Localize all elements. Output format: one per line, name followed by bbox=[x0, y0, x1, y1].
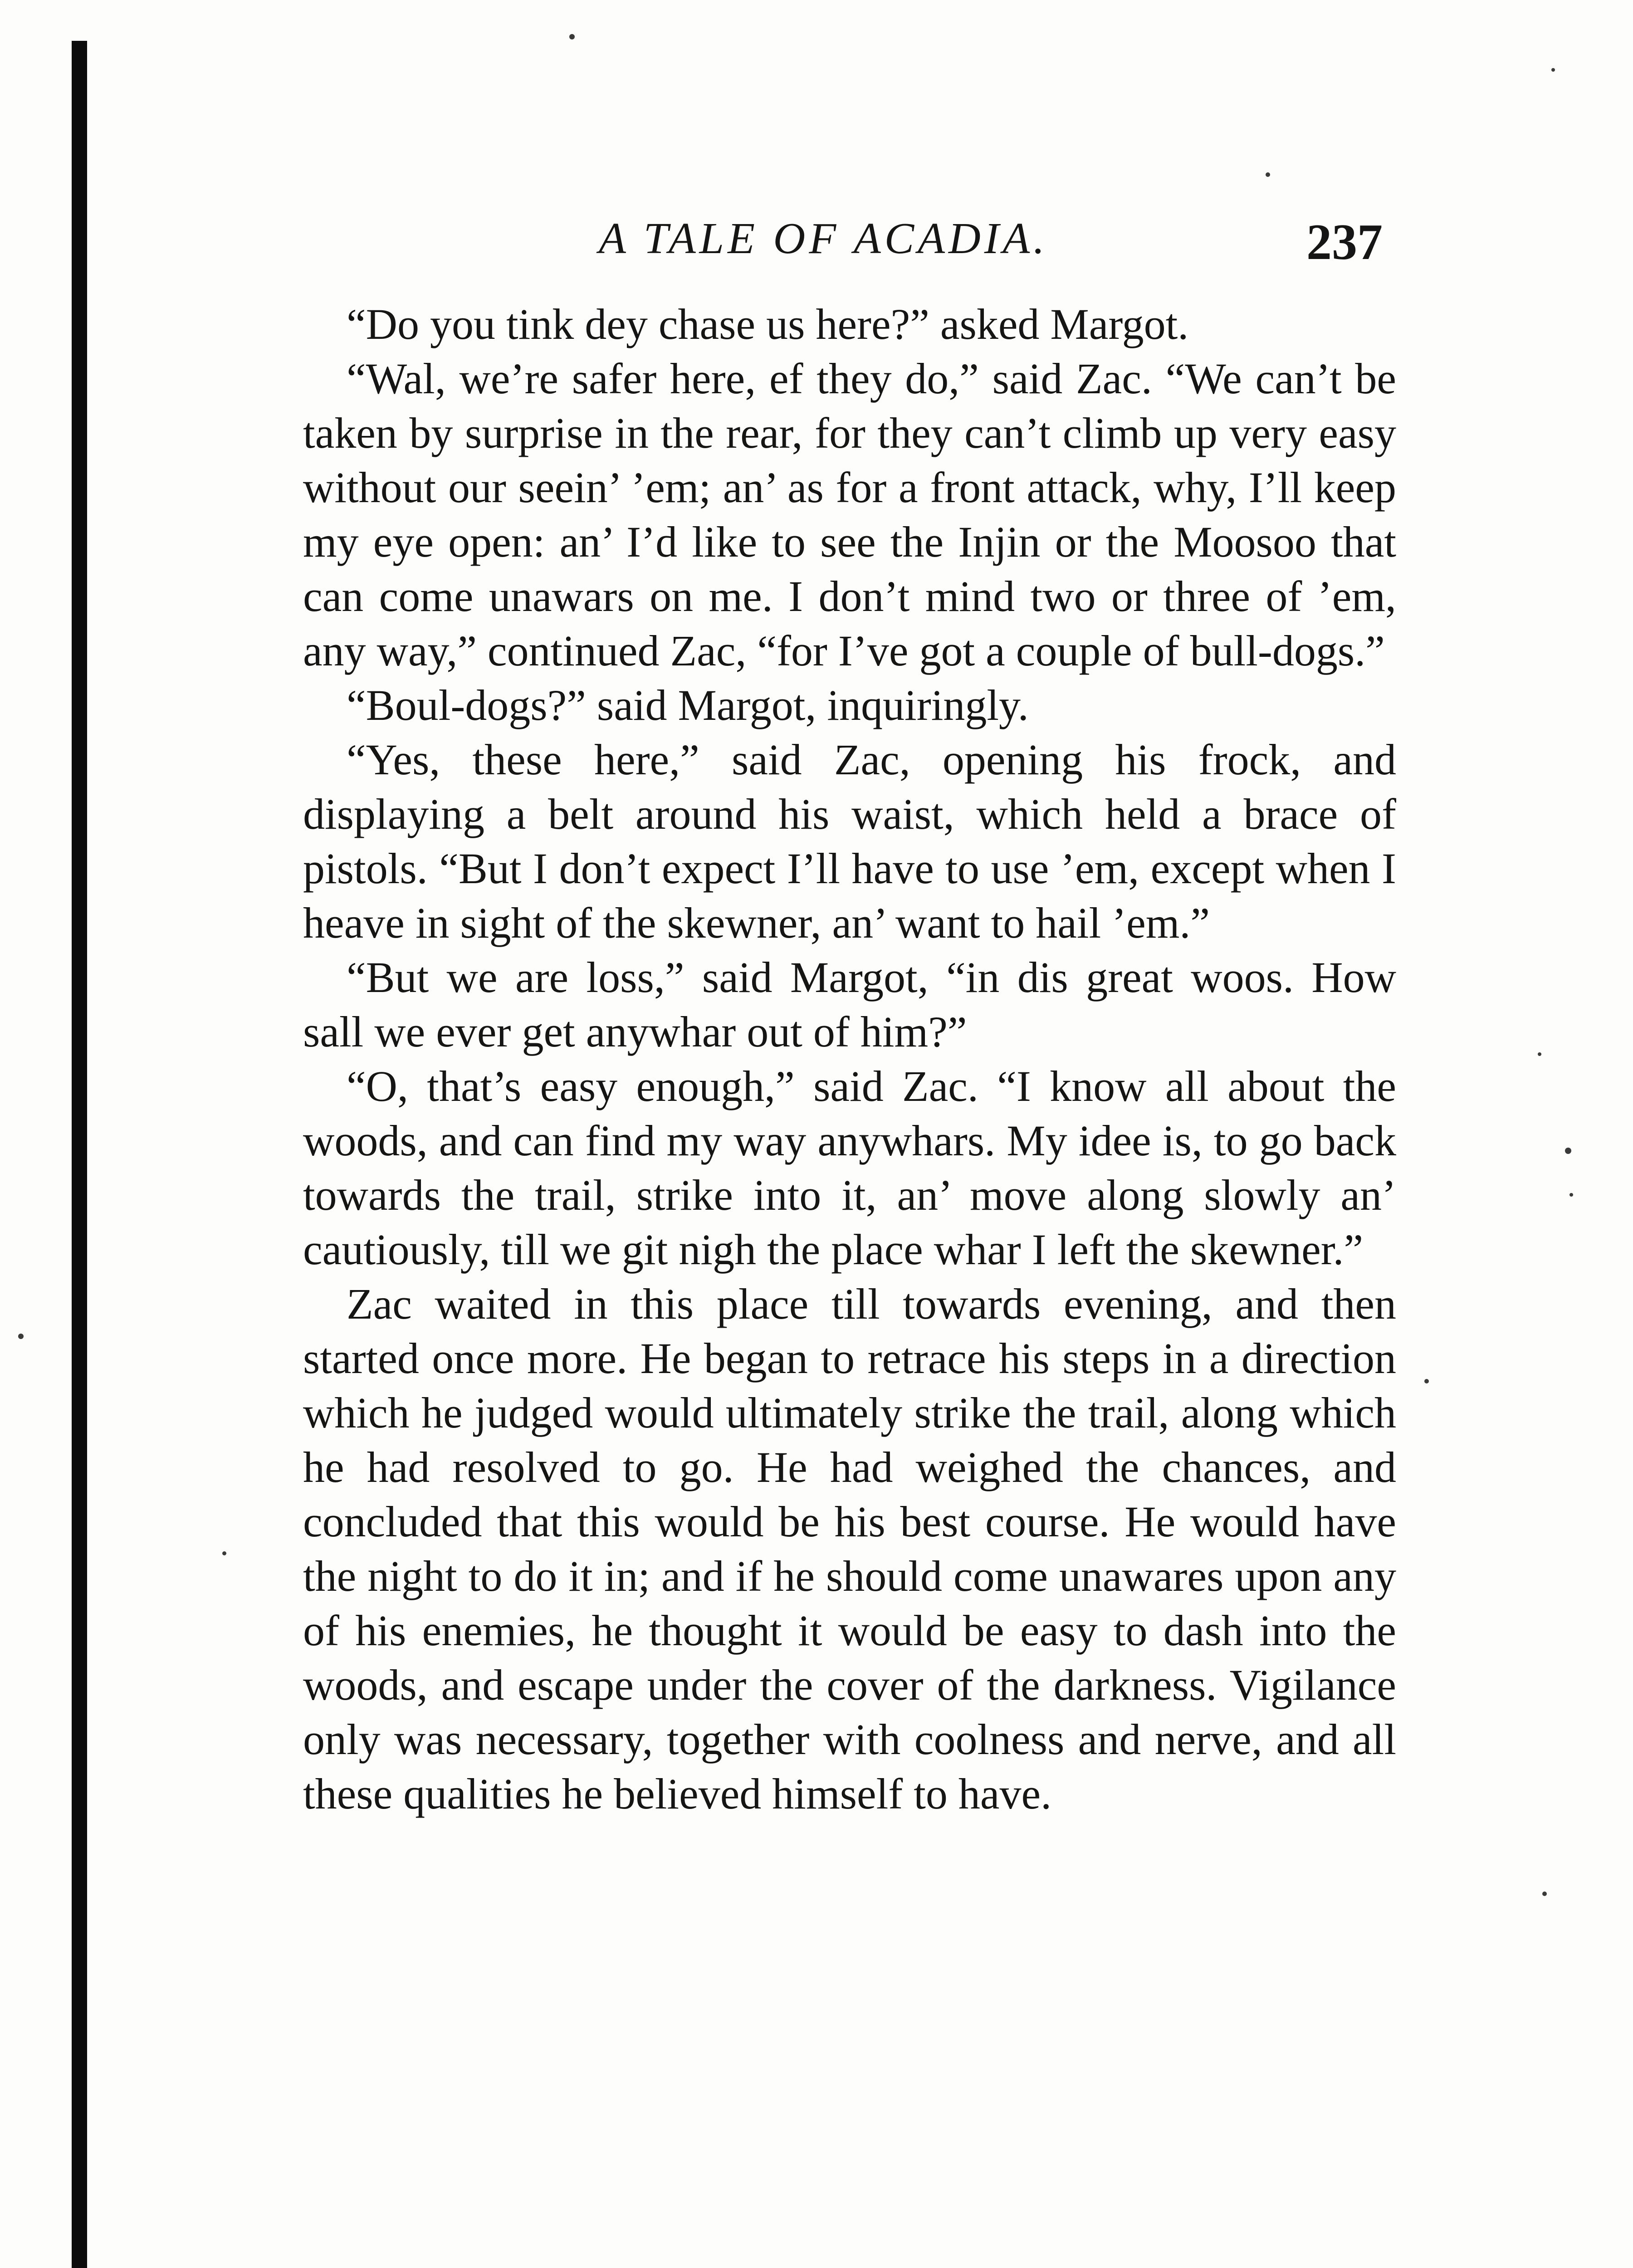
paragraph: Zac waited in this place till towards evening, and then started once more. He began to retrace his steps in a direction which he judged would ultimately strike the trail, along which he had resolved to go. He had weighed the chances, and concluded that this would be his best course. He would have the night to do it in; and if he should come unawares upon any of his enemies, he thought it would be easy to dash into the woods, and escape under the cover of the darkness. Vigilance only was necessary, together with coolness and nerve, and all these qualities he believed himself to have. bbox=[303, 1280, 1396, 1818]
paragraph: “Wal, we’re safer here, ef they do,” said Zac. “We can’t be taken by surprise in the rear, for they can’t climb up very easy without our seein’ ’em; an’ as for a front attack, why, I’ll keep my eye open: an’ I’d like to see the Injin or the Moosoo that can come unawars on me. I don’t mind two or three of ’em, any way,” continued Zac, “for I’ve got a couple of bull-dogs.” bbox=[303, 354, 1396, 675]
paragraph: “Do you tink dey chase us here?” asked Margot. bbox=[347, 300, 1189, 348]
paragraph: “O, that’s easy enough,” said Zac. “I know all about the woods, and can find my way anywhars. My idee is, to go back towards the trail, strike into it, an’ move along slowly an’ cautiously, till we git nigh the place whar I left the skewner.” bbox=[303, 1062, 1396, 1274]
page-edge-shadow bbox=[72, 41, 87, 2268]
running-head: A TALE OF ACADIA. bbox=[599, 214, 1048, 263]
paragraph: “Yes, these here,” said Zac, opening his frock, and displaying a belt around his waist, which held a brace of pistols. “But I don’t expect I’ll have to use ’em, except when I heave in sight of the skewner, an’ want to hail ’em.” bbox=[303, 735, 1396, 947]
paragraph: “But we are loss,” said Margot, “in dis great woos. How sall we ever get anywhar out of him?” bbox=[303, 953, 1396, 1056]
paragraph: “Boul-dogs?” said Margot, inquiringly. bbox=[347, 681, 1029, 729]
page-number: 237 bbox=[1306, 214, 1383, 270]
body-text bbox=[303, 297, 1396, 1821]
